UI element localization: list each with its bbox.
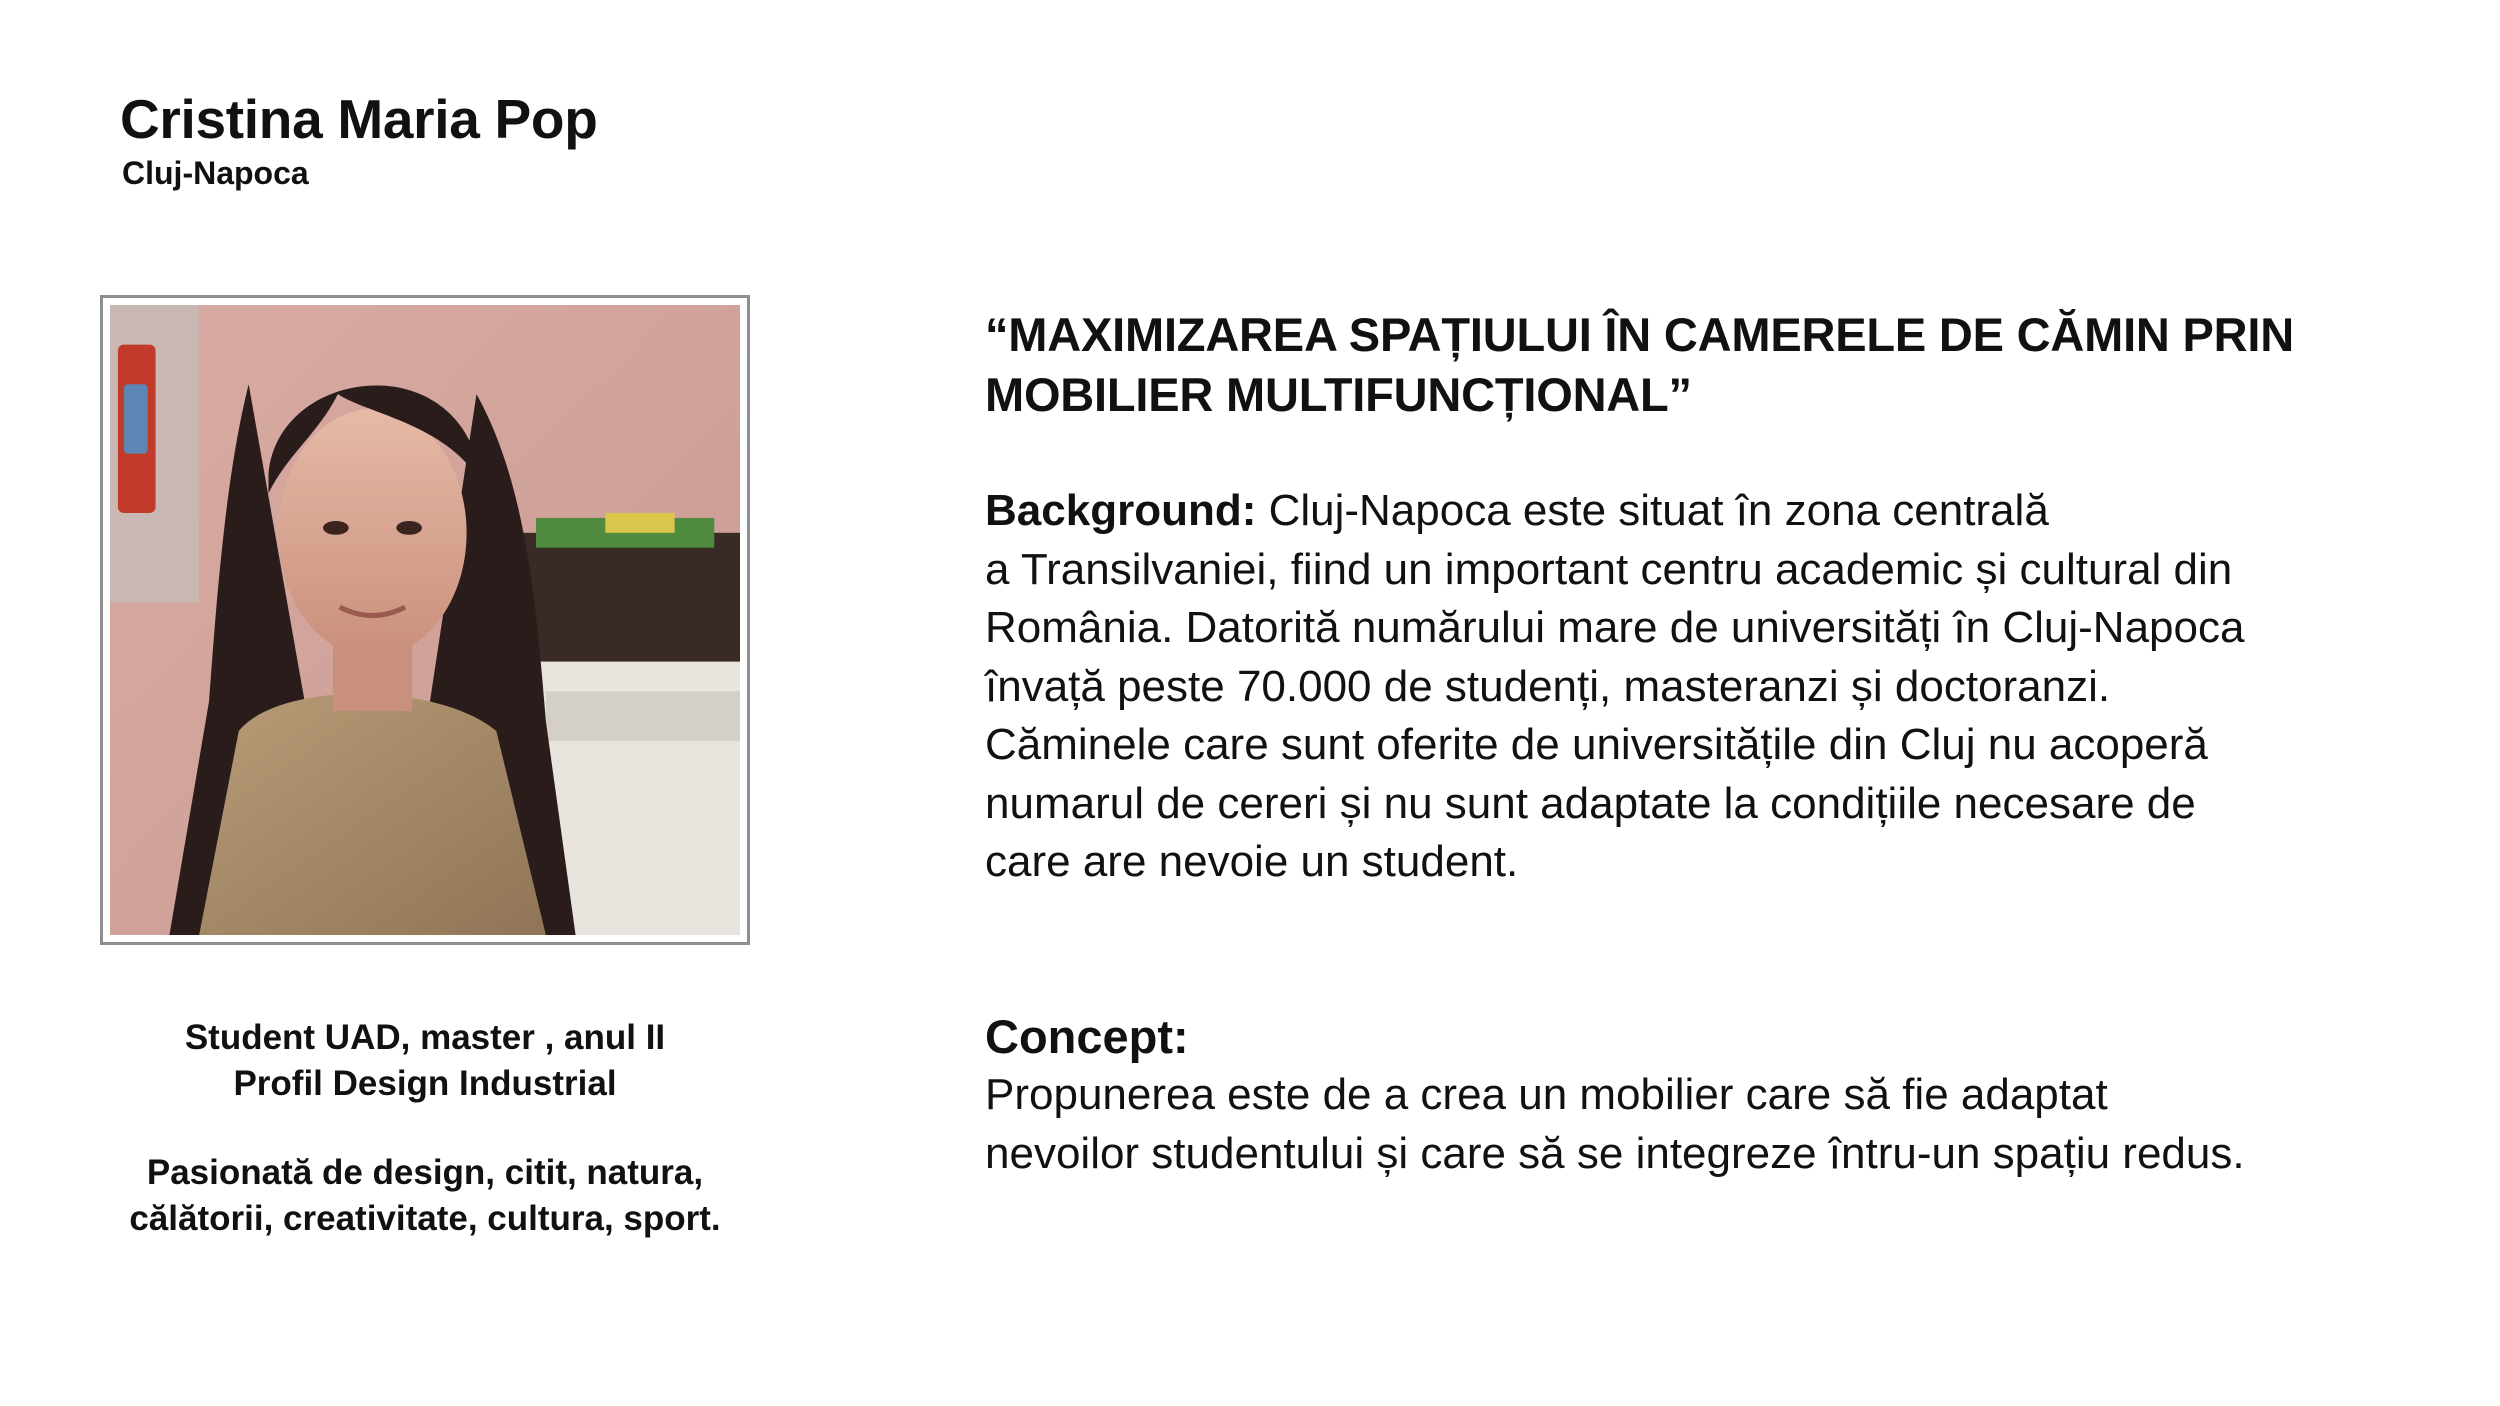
project-title-line: “MAXIMIZAREA SPAȚIULUI ÎN CAMERELE DE CĂMIN PRIN xyxy=(985,308,2295,361)
bio-line: Student UAD, master , anul II xyxy=(184,1018,666,1057)
background-line: învață peste 70.000 de studenți, masteranzi și doctoranzi. xyxy=(985,661,2111,711)
concept-line: nevoilor studentului și care să se integreze întru-un spațiu redus. xyxy=(985,1128,2245,1178)
background-line: a Transilvaniei, fiind un important centru academic și cultural din xyxy=(985,544,2233,594)
background-line: numarul de cereri și nu sunt adaptate la condițiile necesare de xyxy=(985,778,2196,828)
bio-line: Pasionată de design, citit, natura, xyxy=(146,1153,704,1192)
bio-study xyxy=(85,1015,765,1107)
background-line: România. Datorită numărului mare de universități în Cluj-Napoca xyxy=(985,603,2245,652)
project-title xyxy=(985,305,2445,425)
portrait-photo-frame xyxy=(100,295,750,945)
background-line: Cluj-Napoca este situat în zona centrală xyxy=(1256,486,2049,535)
person-city: Cluj-Napoca xyxy=(122,155,309,191)
bio-interests xyxy=(85,1150,765,1242)
concept-paragraph xyxy=(985,1066,2465,1183)
background-label: Background: xyxy=(985,486,1257,535)
background-paragraph xyxy=(985,482,2465,892)
background-line: Căminele care sunt oferite de universitățile din Cluj nu acoperă xyxy=(985,720,2208,769)
project-title-line: MOBILIER MULTIFUNCȚIONAL” xyxy=(985,368,1692,421)
bio-line: Profil Design Industrial xyxy=(233,1064,617,1103)
portrait-photo-illustration xyxy=(110,305,740,935)
bio-line: călătorii, creativitate, cultura, sport. xyxy=(129,1199,721,1238)
concept-line: Propunerea este de a crea un mobilier care să fie adaptat xyxy=(985,1070,2108,1119)
background-line: care are nevoie un student. xyxy=(985,837,1519,886)
portrait-photo xyxy=(110,305,740,935)
concept-label: Concept: xyxy=(985,1010,1189,1063)
person-name: Cristina Maria Pop xyxy=(120,88,598,150)
